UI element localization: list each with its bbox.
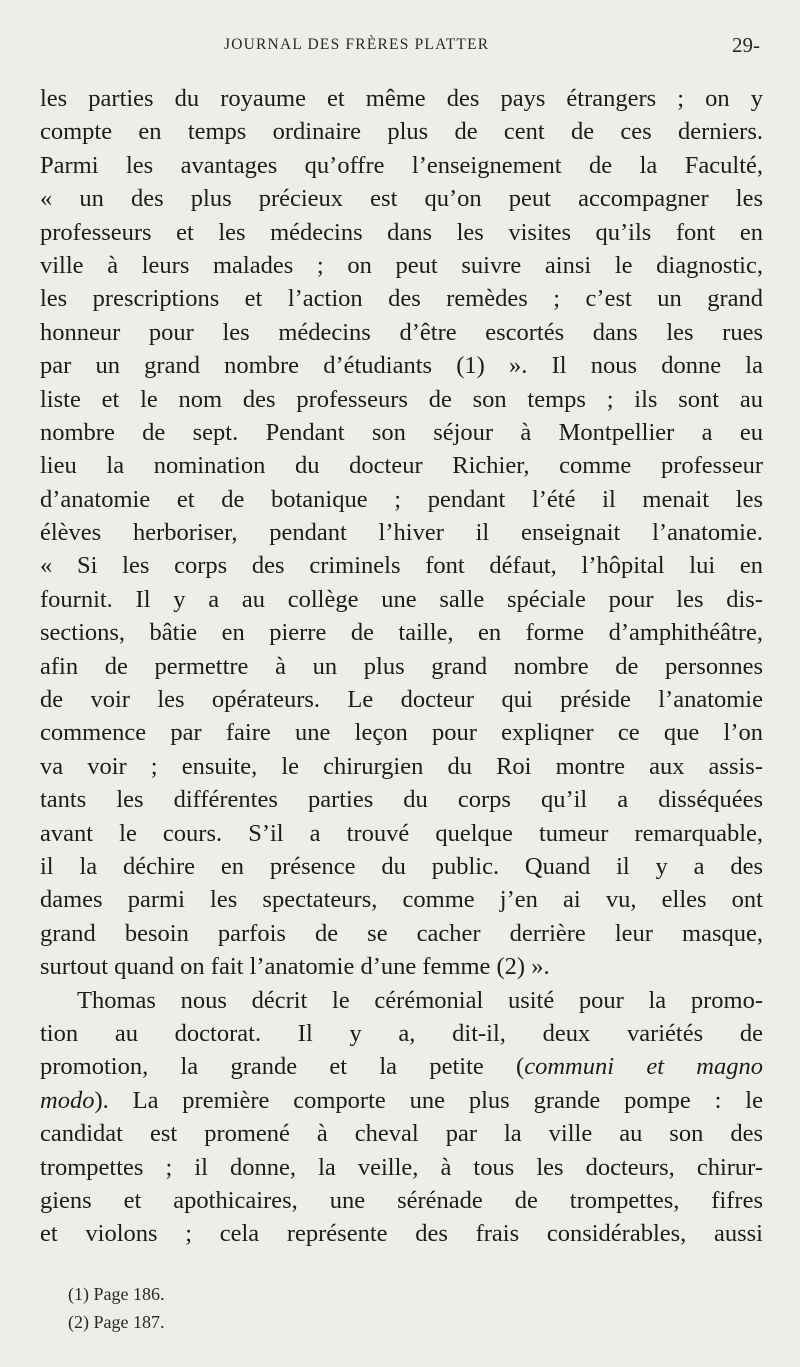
footnote-1: (1) Page 186. (68, 1284, 165, 1304)
text-line: lieu la nomination du docteur Richier, comme professeur (40, 452, 763, 480)
text-line: tants les différentes parties du corps qu’il a disséquées (40, 786, 763, 814)
text-line: afin de permettre à un plus grand nombre de personnes (40, 652, 763, 680)
text-line: et violons ; cela représente des frais considérables, aussi (40, 1220, 763, 1248)
text-line: avant le cours. S’il a trouvé quelque tumeur remarquable, (40, 819, 763, 847)
text-line: compte en temps ordinaire plus de cent de ces derniers. (40, 118, 763, 146)
text-line: tion au doctorat. Il y a, dit-il, deux variétés de (40, 1019, 763, 1047)
text-line: « Si les corps des criminels font défaut, l’hôpital lui en (40, 552, 763, 580)
text-line: dames parmi les spectateurs, comme j’en ai vu, elles ont (40, 886, 763, 914)
body-text (40, 82, 763, 1251)
text-line: nombre de sept. Pendant son séjour à Montpellier a eu (40, 418, 763, 446)
text-line-with-italic (40, 1050, 763, 1083)
text-line: candidat est promené à cheval par la ville au son des (40, 1120, 763, 1148)
text-segment: ). La première comporte une plus grande pompe : le (94, 1086, 763, 1114)
text-line: professeurs et les médecins dans les visites qu’ils font en (40, 218, 763, 246)
page-number: 29- (732, 33, 760, 57)
text-line: Parmi les avantages qu’offre l’enseignement de la Faculté, (40, 151, 763, 179)
text-line: les prescriptions et l’action des remèdes ; c’est un grand (40, 285, 763, 313)
text-line: de voir les opérateurs. Le docteur qui préside l’anatomie (40, 686, 763, 714)
text-line: trompettes ; il donne, la veille, à tous les docteurs, chirur- (40, 1153, 763, 1181)
footnotes (68, 1280, 164, 1336)
running-head: JOURNAL DES FRÈRES PLATTER (224, 36, 490, 53)
text-segment: promotion, la grande et la petite ( (40, 1053, 525, 1081)
text-line: fournit. Il y a au collège une salle spéciale pour les dis- (40, 585, 763, 613)
italic-phrase: modo (40, 1086, 95, 1114)
text-line: « un des plus précieux est qu’on peut accompagner les (40, 185, 763, 213)
text-line: giens et apothicaires, une sérénade de trompettes, fifres (40, 1186, 763, 1214)
paragraph-1 (40, 82, 763, 984)
text-line: d’anatomie et de botanique ; pendant l’été il menait les (40, 485, 763, 513)
text-line-with-italic (40, 1084, 763, 1117)
text-line: les parties du royaume et même des pays étrangers ; on y (40, 85, 763, 112)
text-line: ville à leurs malades ; on peut suivre ainsi le diagnostic, (40, 251, 763, 279)
text-line: liste et le nom des professeurs de son temps ; ils sont au (40, 385, 763, 413)
text-line: Thomas nous décrit le cérémonial usité pour la promo- (77, 986, 763, 1014)
text-line: grand besoin parfois de se cacher derrière leur masque, (40, 919, 763, 947)
text-line: surtout quand on fait l’anatomie d’une femme (2) ». (40, 953, 550, 981)
italic-phrase: communi et magno (524, 1053, 763, 1081)
text-line: va voir ; ensuite, le chirurgien du Roi montre aux assis- (40, 752, 763, 780)
text-line: il la déchire en présence du public. Quand il y a des (40, 852, 763, 880)
text-line: par un grand nombre d’étudiants (1) ». Il nous donne la (40, 352, 763, 380)
text-line: commence par faire une leçon pour expliqner ce que l’on (40, 719, 763, 747)
text-line: honneur pour les médecins d’être escortés dans les rues (40, 318, 763, 346)
text-line: sections, bâtie en pierre de taille, en forme d’amphithéâtre, (40, 619, 763, 647)
footnote-2: (2) Page 187. (68, 1312, 165, 1332)
paragraph-2 (40, 984, 763, 1251)
text-line: élèves herboriser, pendant l’hiver il enseignait l’anatomie. (40, 519, 763, 547)
